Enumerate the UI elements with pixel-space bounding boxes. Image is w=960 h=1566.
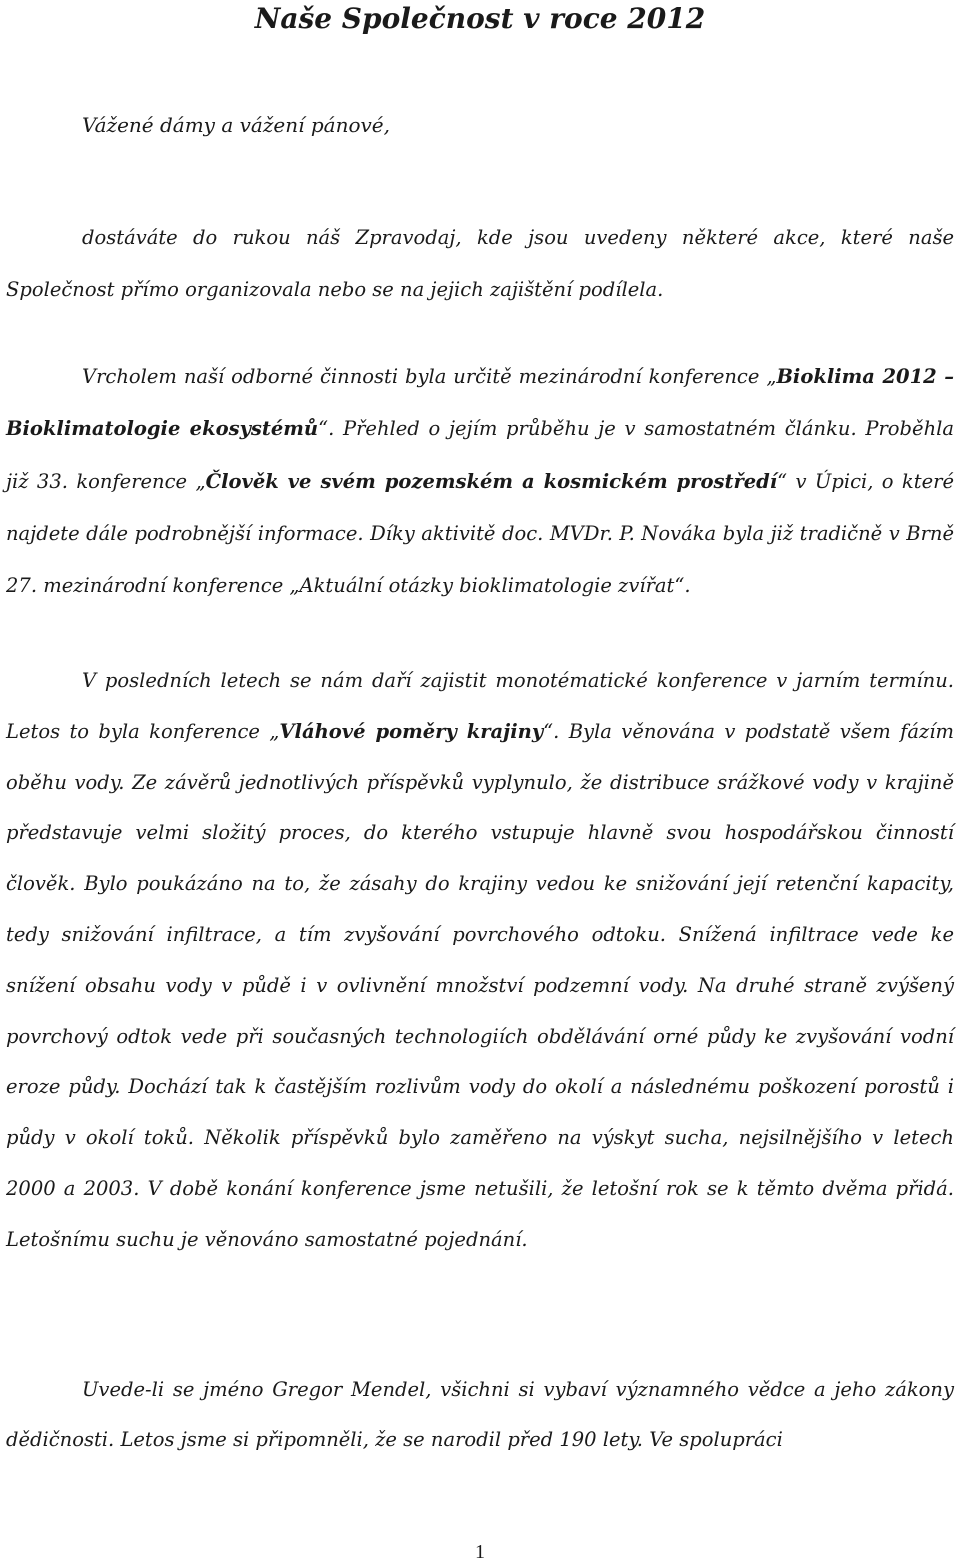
- paragraph-text: “ v Úpici, o které najdete dále podrobnější informace. Díky aktivitě doc. MVDr. P. Nováka byla již tradičně v Brně 27. mezinárodní konference „Aktuální otázky bioklimatologie zvířat“.: [6, 469, 954, 598]
- paragraph-text: “. Byla věnována v podstatě všem fázím oběhu vody. Ze závěrů jednotlivých příspěvků vyplynulo, že distribuce srážkové vody v krajině představuje velmi složitý proces, do kterého vstupuje hlavně svou hospodářskou činností člověk. Bylo poukázáno na to, že zásahy do krajiny vedou ke snižování její retenční kapacity, tedy snižování infiltrace, a tím zvyšování povrchového odtoku. Snížená infiltrace vede ke snížení obsahu vody v půdě i v ovlivnění množství podzemní vody. Na druhé straně zvýšený povrchový odtok vede při současných technologiích obdělávání orné půdy ke zvyšování vodní eroze půdy. Dochází tak k častějším rozlivům vody do okolí a následnému poškození porostů i půdy v okolí toků. Několik příspěvků bylo zaměřeno na výskyt sucha, nejsilnějšího v letech 2000 a 2003. V době konání konference jsme netušili, že letošní rok se k těmto dvěma přidá. Letošnímu suchu je věnováno samostatné pojednání.: [6, 719, 954, 1251]
- conference-name-vlahove: Vláhové poměry krajiny: [279, 719, 544, 743]
- paragraph-conferences: [6, 351, 954, 612]
- paragraph-intro: dostáváte do rukou náš Zpravodaj, kde jsou uvedeny některé akce, které naše Společnost přímo organizovala nebo se na jejich zajištění podílela.: [6, 226, 954, 301]
- page-title: Naše Společnost v roce 2012: [254, 2, 706, 35]
- conference-name-clovek: Člověk ve svém pozemském a kosmickém prostředí: [205, 469, 778, 493]
- salutation: Vážené dámy a vážení pánové,: [82, 113, 390, 137]
- paragraph-text: V posledních letech se nám daří zajistit monotématické konference v jarním termínu. Letos to byla konference „: [6, 669, 954, 743]
- paragraph-text: “. Přehled o jejím průběhu je v samostatném článku. Proběhla již 33. konference „: [6, 417, 954, 493]
- paragraph-text: Vrcholem naší odborné činnosti byla určitě mezinárodní konference „: [82, 365, 777, 388]
- paragraph-mendel: Uvede-li se jméno Gregor Mendel, všichni si vybaví významného vědce a jeho zákony dědičnosti. Letos jsme si připomněli, že se narodil před 190 lety. Ve spolupráci: [6, 1378, 954, 1451]
- conference-name-bioklima: Bioklima 2012 – Bioklimatologie ekosystémů: [6, 365, 954, 441]
- paragraph-water-conference: [6, 656, 954, 1266]
- page-number: 1: [475, 1541, 485, 1563]
